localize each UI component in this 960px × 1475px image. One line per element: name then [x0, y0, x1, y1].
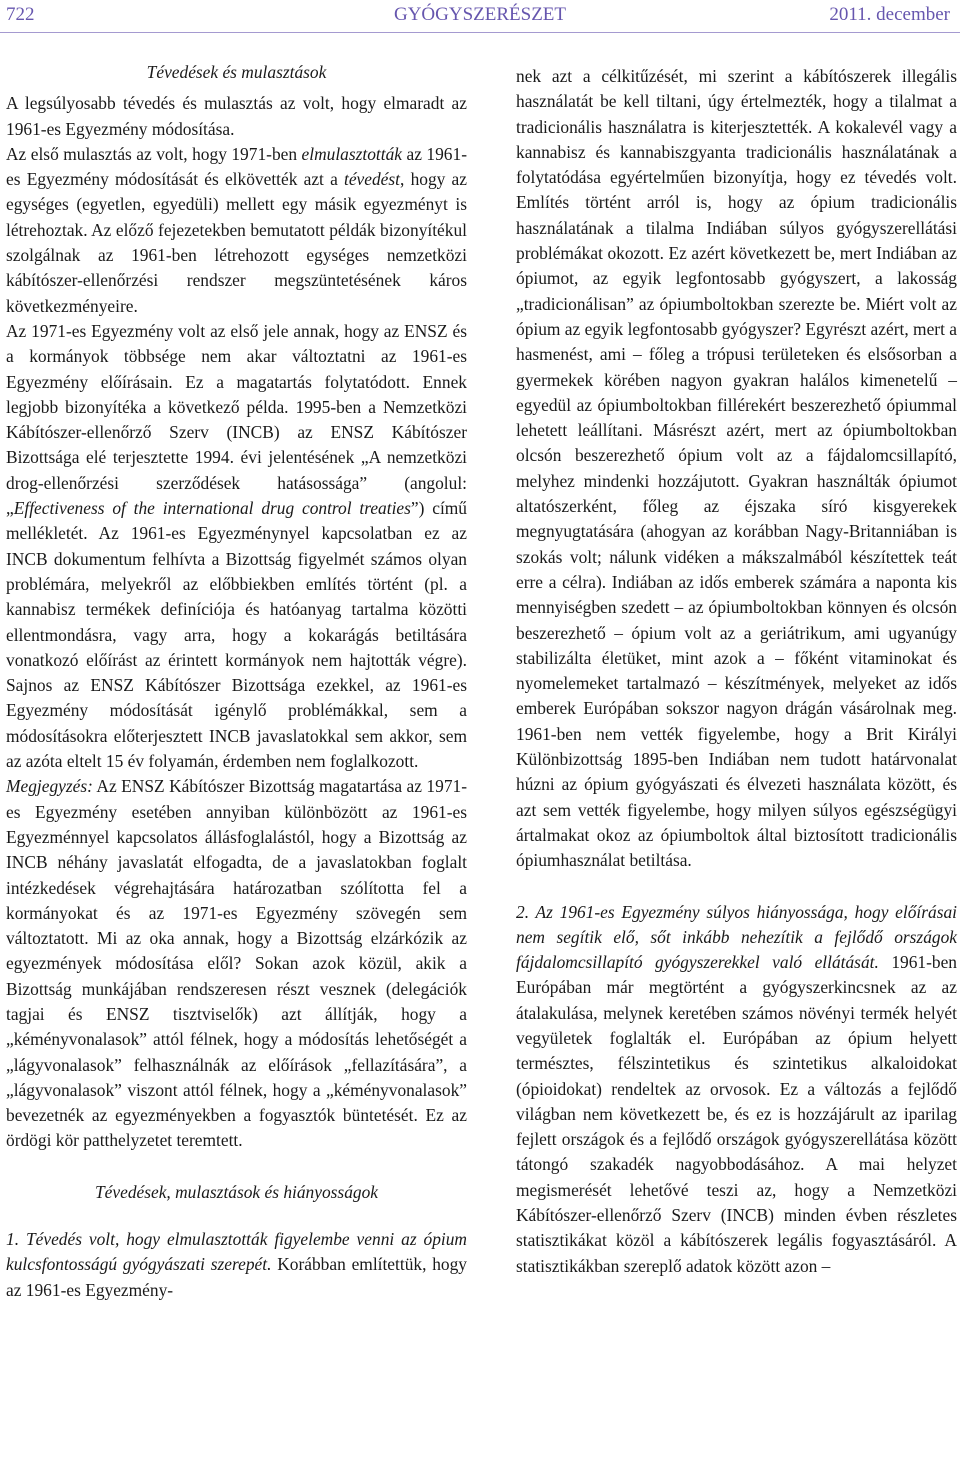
paragraph-note: [6, 774, 467, 1153]
note-text: Az ENSZ Kábítószer Bizottság magatartása az 1971-es Egyezmény esetében annyiban különbözött az 1961-es Egyezménnyel kapcsolatos állásfoglalástól, hogy a Bizottság az INCB néhány javaslatát elfogadta, de a javaslatokban foglalt intézkedések végrehajtására határozatban szólította fel a kormányokat és az 1971-es Egyezmény szövegén sem változtatott. Mi az oka annak, hogy a Bizottság elzárkózik az egyezmények módosítása elől? Sokan azok közül, akik a Bizottság munkájában rendszeresen részt vesznek (delegációk tagjai és ENSZ tisztviselők) azt állítják, hogy a „kéményvonalasok” attól félnek, hogy a módosítás lehetőségét a „lágyvonalasok” felhasználnák az előírások „fellazítására”, a „lágyvonalasok” viszont attól félnek, hogy a „kéményvonalasok” bevezetnék az egyezményekben a fogyasztók büntetését. Ez az ördögi kör patthelyzetet teremtett.: [6, 776, 467, 1151]
page-number: 722: [6, 4, 35, 25]
section-title-mistakes: Tévedések és mulasztások: [146, 62, 327, 82]
note-label: Megjegyzés:: [6, 776, 93, 797]
left-column: [6, 60, 467, 1303]
spacer: [6, 1211, 467, 1227]
section-title-shortcomings: Tévedések, mulasztások és hiányosságok: [94, 1181, 379, 1202]
text-run: ”) című mellékletét. Az 1961-es Egyezménynyel kapcsolatban ez az INCB dokumentum felhívta a Bizottság figyelmét számos olyan problémára, melyekről az előbbiekben említés történt (pl. a kannabisz termékek definíciója és hatóanyag tartalma közötti ellentmondásra, vagy arra, hogy a kokarágás betiltására vonatkozó előírást az érintett kormányok nem hajtották végre). Sajnos az ENSZ Kábítószer Bizottsága ezekkel, az 1961-es Egyezmény módosítását igénylő problémákkal, sem a módosításokra előterjesztett INCB javaslatokkal sem akkor, sem az azóta eltelt 15 év folyamán, érdemben nem foglalkozott.: [6, 498, 467, 772]
spacer: [516, 874, 957, 900]
numbered-item-2: [516, 900, 957, 1279]
emphasis-text: Effectiveness of the international drug control treaties: [13, 498, 411, 519]
spacer: [6, 1154, 467, 1180]
item-2-text: 1961-ben Európában már megtörtént a gyógyszerkincsnek az az átalakulása, melynek keretében számos növényi termék helyét vegyületek foglalták el. Európában az ópium helyett természtes, félszintetikus és szintetikus alkaloidokat (ópioidokat) rendeltek az orvosok. Ez a változás a fejlődő világban nem következett be, és ez is hozzájárult az iparilag fejlett országok és a fejlődő országok gyógyszerellátása között tátongó szakadék nagyobbodásához. A mai helyzet megismerését lehetővé teszi az, hogy a Nemzetközi Kábítószer-ellenőrző Szerv (INCB) minden évben részletes statisztikákat közöl a kábítószerek legális fogyasztásáról. A statisztikákban szereplő adatok között azon –: [516, 952, 957, 1276]
paragraph-first-omission: [6, 142, 467, 319]
emphasis-text: tévedést: [344, 169, 401, 190]
emphasis-text: elmulasztották: [301, 143, 403, 164]
item-1-title: 1. Tévedés volt, hogy elmulasztották figyelembe venni az ópium kulcsfontosságú gyógyászati szerepét.: [6, 1229, 467, 1275]
text-run: , hogy az egységes (egyetlen, egyedüli) mellett egy másik egyezményt is létrehoztak. Az előző fejezetekben bemutatott példák bizonyítékul szolgálnak az 1961-ben létrehozott egységes nemzetközi kábítószer-ellenőrzési rendszer megszüntetésének káros következményeire.: [6, 169, 467, 316]
right-column: [516, 64, 957, 1279]
journal-title: GYÓGYSZERÉSZET: [393, 4, 567, 25]
running-header: [0, 0, 960, 33]
item-1-text: Korábban említettük, hogy az 1961-es Egyezmény-: [6, 1254, 467, 1300]
paragraph-continuation: nek azt a célkitűzését, mi szerint a kábítószerek illegális használatát be kell tiltani, úgy értelmezték, hogy a tilalmat a tradicionális használatra is kiterjesztették. A kokalevél vagy a kannabisz és kannabiszgyanta tradicionális használatának a folytatódása egyértelműen bizonyítja, hogy ez tévedés volt. Említés történt arról is, hogy az ópium tradicionális használatának a tilalma Indiában súlyos gyógyszerellátási problémákat okozott. Ez azért következett be, mert Indiában az ópiumot, az egyik legfontosabb gyógyszert, a lakosság „tradicionálisan” az ópiumboltokban szerezte be. Miért volt az ópium az egyik legfontosabb gyógyszer? Egyrészt azért, mert a hasmenést, ami – főleg a trópusi területeken és elsősorban a gyermekek körében nagyon gyakran halálos kimenetelű – egyedül az ópiumboltokban fillérekért beszerezhető ópiummal lehetett leállítani. Másrészt azért, mert az ópiumboltokban olcsón beszerezhető ópium volt az a fájdalomcsillapító, melyhez mindenki hozzájutott. Gyakran használták ópiumot altatószerként, főleg az éjszaka síró kisgyerekek megnyugtatására (ahogyan az korábban Nagy-Britanniában is szokás volt; nálunk vidéken a mákszalmából készítettek teát erre a célra). Indiában az idős emberek számára a naponta kis mennyiségben szedett – az ópiumboltokban könnyen és olcsón beszerezhető – ópium volt az a geriátrikum, ami ugyanúgy stabilizálta életüket, mint azok a – főként vitaminokat és nyomelemeket tartalmazó – készítmények, melyeket az idős emberek Európában sokszor nagyon drágán vásárolnak meg. 1961-ben nem vették figyelembe, hogy a Brit Királyi Különbizottság 1895-ben Indiában nem tudott határvonalat húzni az ópium gyógyászati és élvezeti használata között, és azt sem vették figyelembe, hogy milyen súlyos egészségügyi ártalmakat okoz az ópiumboltok által biztosított tradicionális ópiumhasználat betiltása.: [516, 66, 957, 871]
paragraph-1971-convention: [6, 319, 467, 774]
issue-date: 2011. december: [829, 4, 950, 25]
numbered-item-1: [6, 1227, 467, 1303]
item-2-title: 2. Az 1961-es Egyezmény súlyos hiányossága, hogy előírásai nem segítik elő, sőt inkább nehezítik a fejlődő országok fájdalomcsillapító gyógyszerekkel való ellátását.: [516, 901, 957, 973]
text-run: az 1961-es Egyezmény módosítását és elkövették azt a: [6, 143, 467, 190]
text-run: Az első mulasztás az volt, hogy 1971-ben: [6, 143, 302, 164]
text-run: Az 1971-es Egyezmény volt az első jele annak, hogy az ENSZ és a kormányok többsége nem akar változtatni az 1961-es Egyezmény előírásain. Ez a magatartás folytatódott. Ennek legjobb bizonyítéka a következő példa. 1995-ben a Nemzetközi Kábítószer-ellenőrző Szerv (INCB) az ENSZ Kábítószer Bizottsága elé terjesztette 1994. évi jelentésének „A nemzetközi drog-ellenőrzési szerződések hatásossága” (angolul: „: [6, 320, 467, 519]
paragraph-intro: A legsúlyosabb tévedés és mulasztás az volt, hogy elmaradt az 1961-es Egyezmény módosítása.: [6, 93, 467, 139]
